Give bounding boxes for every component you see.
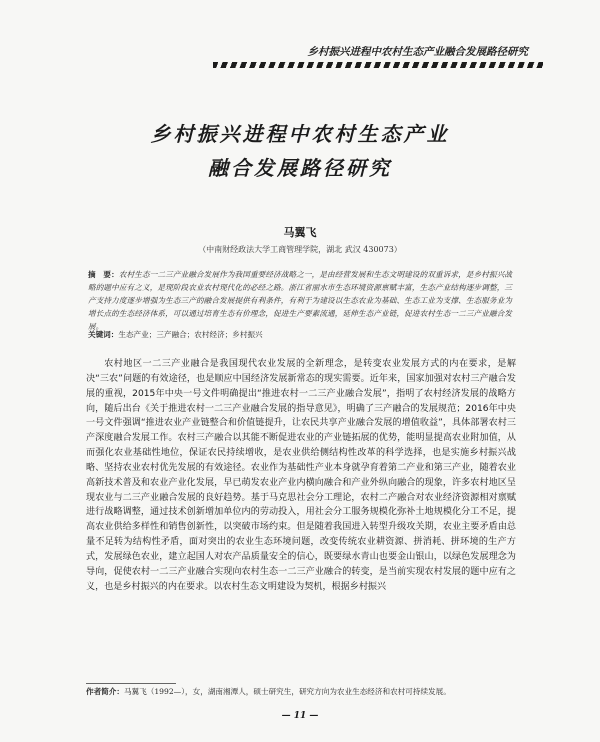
body-paragraph: 农村地区一二三产业融合是我国现代农业发展的全新理念，是转变农业发展方式的内在要求，是解决“三农”问题的有效途径，也是顺应中国经济发展新常态的现实需要。近年来，国家加强对农村三产融合发展的重视，2015年中央一号文件明确提出“推进农村一二三产业融合发展”，指明了农村经济发展的战略方向，随后出台《关于推进农村一二三产业融合发展的指导意见》，明确了三产融合的发展规范；2016年中央一号文件强调“推进农业产业链整合和价值链提升，让农民共享产业融合发展的增值收益”，具体部署农村三产深度融合发展工作。农村三产融合以其能不断促进农业的产业链拓展的优势，能明显提高农业附加值，从而强化农业基础性地位，保证农民持续增收，是农业供给侧结构性改革的科学选择，也是实施乡村振兴战略、坚持农业农村优先发展的有效途径。农业作为基础性产业本身就孕育着第二产业和第三产业，随着农业高新技术普及和农业产业化发展，早已萌发农业产业内横向融合和产业外纵向融合的现象，许多农村地区呈现农业与二三产业融合发展的良好趋势。基于马克思社会分工理论，农村二产融合对农业经济资源相对禀赋进行战略调整，通过技术创新增加单位内的劳动投入，用社会分工服务规模化弥补土地规模化分工不足，提高农业供给多样性和销售创新性，以突破市场约束。但是随着我国进入转型升级攻关期，农业主要矛盾由总量不足转为结构性矛盾，面对突出的农业生态环境问题，改变传统农业耕资源、拼消耗、拼环境的生产方式，发展绿色农业，建立起国人对农产品质量安全的信心，既要绿水青山也要金山银山，以绿色发展理念为导向，促使农村一二三产业融合实现向农村生态一二三产业融合的转变，是当前实现农村发展的题中应有之义，也是乡村振兴的内在要求。以农村生态文明建设为契机，根据乡村振兴 [86, 359, 516, 592]
author-affiliation: （中南财经政法大学工商管理学院，湖北 武汉 430073） [198, 245, 402, 254]
page-number-value: 11 [293, 711, 307, 721]
article-title-line2: 融合发展路径研究 [208, 156, 392, 180]
footnote-label: 作者简介： [86, 687, 124, 696]
abstract-label: 摘 要： [88, 270, 119, 279]
footnote-text: 马翼飞（1992—），女，湖南湘潭人，硕士研究生，研究方向为农业生态经济和农村可持续发展。 [123, 687, 451, 696]
abstract [88, 268, 512, 333]
header-decorative-bar [213, 62, 543, 68]
article-title-line1: 乡村振兴进程中农村生态产业 [150, 122, 450, 146]
running-header: 乡村振兴进程中农村生态产业融合发展路径研究 [307, 46, 528, 58]
abstract-text: 农村生态一二三产业融合发展作为我国重要经济战略之一，是由经营发展和生态文明建设的双重诉求，是乡村振兴战略的题中应有之义，是现阶段农业农村现代化的必经之路。浙江省丽水市生态环境资源禀赋丰富，生态产业结构逐步调整，三产支持力度逐步增强为生态三产的融合发展提供有利条件，有利于为建设以生态农业为基础、生态工业为支撑、生态服务业为增长点的生态经济体系，可以通过培育生态有价理念，促进生产要素流通，延伸生态产业链，促进农村生态一二三产业融合发展。 [88, 270, 513, 331]
page-number: — 11 — [281, 711, 319, 721]
author-name: 马翼飞 [283, 226, 317, 239]
keywords-text: 生态产业；三产融合；农村经济；乡村振兴 [118, 330, 263, 339]
keywords [88, 328, 512, 341]
keywords-label: 关键词： [88, 330, 119, 339]
footnote [86, 686, 516, 697]
footnote-rule [86, 683, 176, 684]
